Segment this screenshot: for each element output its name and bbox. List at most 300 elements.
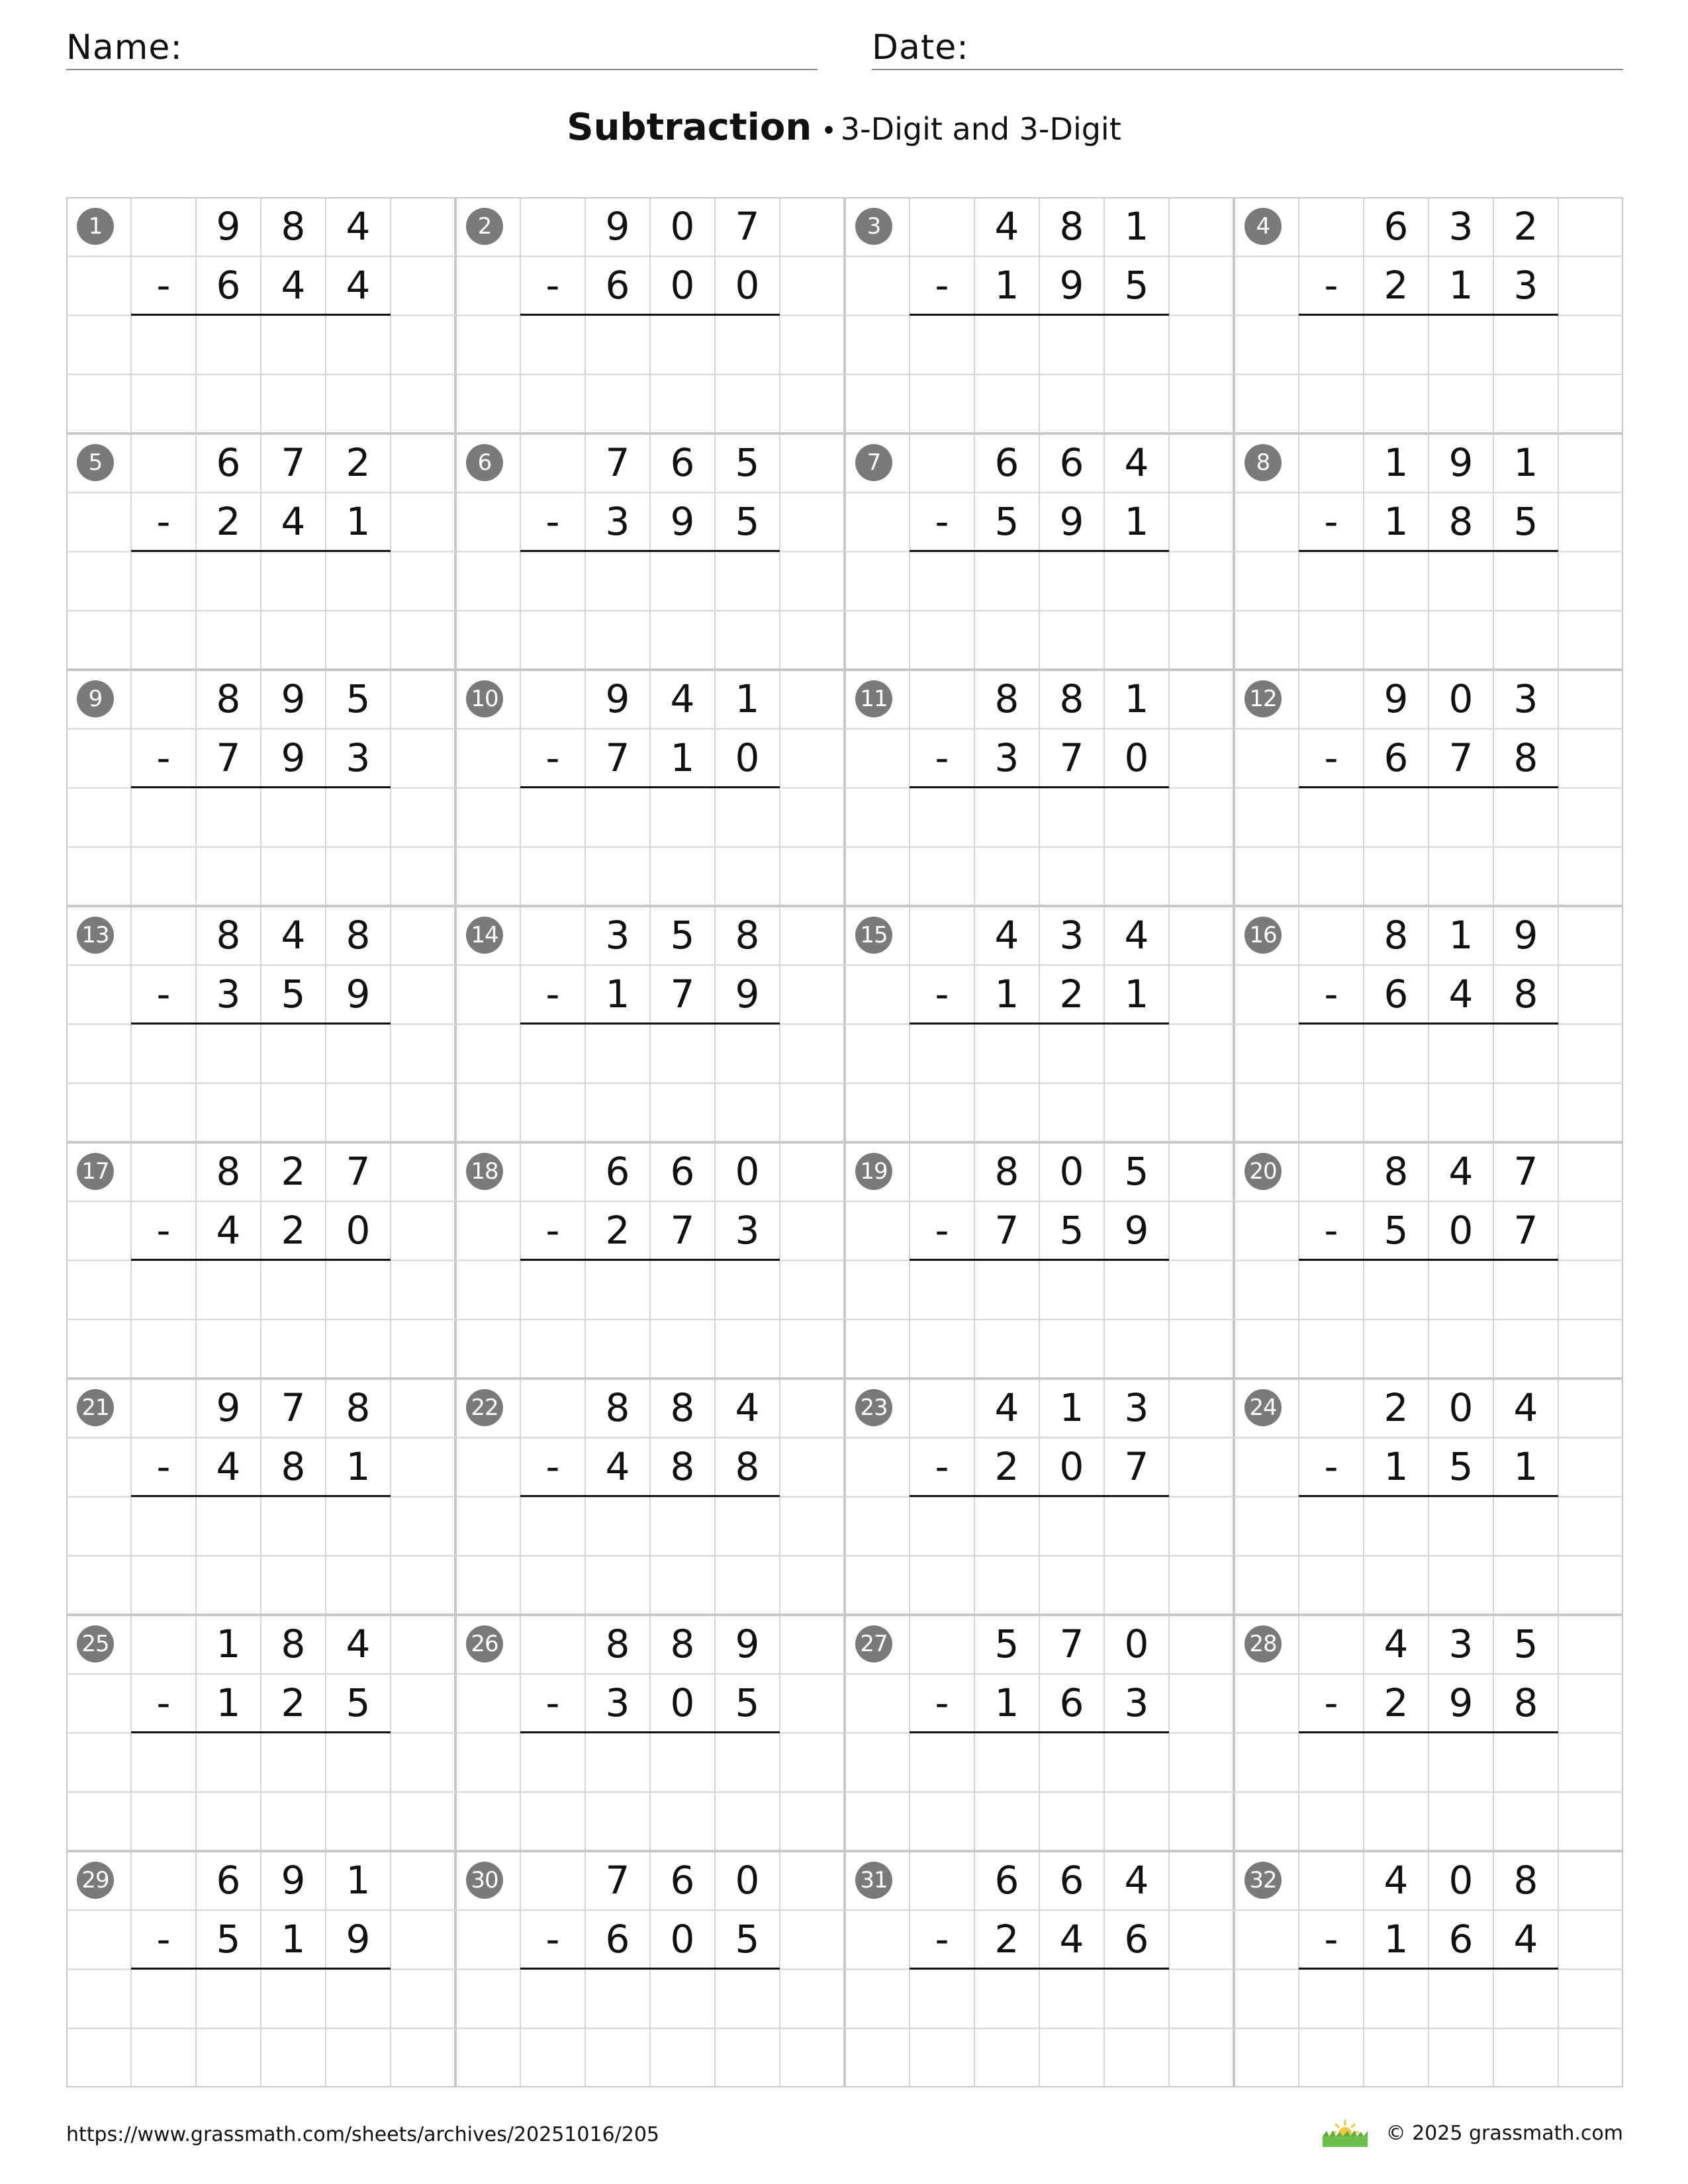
subtrahend-digit: 0 bbox=[346, 1208, 371, 1253]
minuend-digit: 6 bbox=[994, 1858, 1019, 1903]
answer-cell[interactable] bbox=[1493, 1498, 1558, 1557]
minuend-digit: 8 bbox=[281, 204, 306, 249]
footer-brand bbox=[1321, 2118, 1623, 2148]
minus-sign: - bbox=[1324, 263, 1338, 308]
problem-number-badge: 26 bbox=[466, 1625, 503, 1662]
answer-cell[interactable] bbox=[1364, 1026, 1429, 1085]
subtrahend-digit: 5 bbox=[346, 1680, 371, 1726]
problem-19 bbox=[845, 1142, 1234, 1379]
answer-line bbox=[131, 1495, 391, 1497]
answer-cell[interactable] bbox=[974, 317, 1039, 376]
answer-cell[interactable] bbox=[196, 553, 261, 612]
problem-number-badge: 6 bbox=[466, 444, 503, 481]
subtrahend-digit: 5 bbox=[1124, 263, 1149, 308]
answer-line bbox=[1299, 1731, 1558, 1733]
minuend-digit: 1 bbox=[1383, 440, 1409, 485]
answer-cell[interactable] bbox=[1364, 1498, 1429, 1557]
subtrahend-digit: 8 bbox=[1513, 1680, 1538, 1726]
answer-cell[interactable] bbox=[650, 1026, 715, 1085]
subtrahend-digit: 5 bbox=[735, 1680, 760, 1726]
subtrahend-digit: 5 bbox=[1059, 1208, 1084, 1253]
answer-cell[interactable] bbox=[974, 1026, 1039, 1085]
minuend-digit: 9 bbox=[216, 1385, 241, 1430]
answer-cell[interactable] bbox=[1364, 317, 1429, 376]
answer-cell[interactable] bbox=[1104, 1498, 1169, 1557]
answer-cell[interactable] bbox=[1364, 553, 1429, 612]
minuend-digit: 7 bbox=[1513, 1149, 1538, 1194]
answer-cell[interactable] bbox=[1104, 1735, 1169, 1794]
answer-cell[interactable] bbox=[196, 1735, 261, 1794]
subtrahend-digit: 3 bbox=[1513, 263, 1538, 308]
minuend-digit: 4 bbox=[1448, 1149, 1474, 1194]
answer-cell[interactable] bbox=[1104, 1026, 1169, 1085]
problem-number-badge: 15 bbox=[855, 917, 892, 954]
minus-sign: - bbox=[545, 1680, 560, 1726]
subtrahend-digit: 3 bbox=[994, 735, 1019, 781]
answer-cell[interactable] bbox=[326, 1026, 391, 1085]
minus-sign: - bbox=[545, 1208, 560, 1253]
subtrahend-digit: 9 bbox=[1124, 1208, 1149, 1253]
minuend-digit: 8 bbox=[605, 1385, 630, 1430]
answer-cell[interactable] bbox=[650, 553, 715, 612]
minuend-digit: 9 bbox=[605, 676, 630, 721]
subtrahend-digit: 1 bbox=[1383, 1917, 1409, 1962]
subtrahend-digit: 5 bbox=[1513, 499, 1538, 545]
answer-cell[interactable] bbox=[1429, 317, 1493, 376]
answer-cell[interactable] bbox=[1039, 1498, 1104, 1557]
problem-number-badge: 7 bbox=[855, 444, 892, 481]
problem-24 bbox=[1234, 1379, 1623, 1615]
answer-cell[interactable] bbox=[715, 1971, 780, 2030]
subtrahend-digit: 1 bbox=[994, 263, 1019, 308]
minuend-digit: 8 bbox=[1059, 676, 1084, 721]
minuend-digit: 4 bbox=[346, 204, 371, 249]
answer-line bbox=[1299, 1495, 1558, 1497]
answer-line bbox=[1299, 314, 1558, 316]
subtrahend-digit: 2 bbox=[1383, 1680, 1409, 1726]
problem-number-badge: 17 bbox=[77, 1153, 114, 1190]
minuend-digit: 6 bbox=[994, 440, 1019, 485]
subtrahend-digit: 1 bbox=[994, 972, 1019, 1017]
problem-1 bbox=[66, 197, 455, 433]
minus-sign: - bbox=[545, 735, 560, 781]
minuend-digit: 3 bbox=[1124, 1385, 1149, 1430]
minus-sign: - bbox=[1324, 499, 1338, 545]
minus-sign: - bbox=[1324, 1680, 1338, 1726]
problem-14 bbox=[455, 906, 845, 1142]
minuend-digit: 6 bbox=[216, 1858, 241, 1903]
minus-sign: - bbox=[156, 972, 171, 1017]
problem-number-badge: 29 bbox=[77, 1862, 114, 1899]
problem-number-badge: 31 bbox=[855, 1862, 892, 1899]
answer-cell[interactable] bbox=[974, 1971, 1039, 2030]
answer-cell[interactable] bbox=[650, 1971, 715, 2030]
minuend-digit: 0 bbox=[1448, 1858, 1474, 1903]
answer-cell[interactable] bbox=[1364, 1971, 1429, 2030]
subtrahend-digit: 9 bbox=[1448, 1680, 1474, 1726]
minuend-digit: 7 bbox=[346, 1149, 371, 1194]
answer-cell[interactable] bbox=[650, 1498, 715, 1557]
subtrahend-digit: 1 bbox=[216, 1680, 241, 1726]
minuend-digit: 8 bbox=[735, 913, 760, 958]
minuend-digit: 5 bbox=[1513, 1621, 1538, 1666]
minuend-digit: 9 bbox=[605, 204, 630, 249]
minuend-digit: 8 bbox=[346, 913, 371, 958]
answer-cell[interactable] bbox=[326, 1262, 391, 1321]
answer-cell[interactable] bbox=[1429, 1026, 1493, 1085]
worksheet-title bbox=[0, 106, 1688, 149]
problem-5 bbox=[66, 433, 455, 670]
answer-cell[interactable] bbox=[1429, 1262, 1493, 1321]
minuend-digit: 6 bbox=[605, 1149, 630, 1194]
answer-cell[interactable] bbox=[1039, 790, 1104, 848]
minus-sign: - bbox=[156, 1444, 171, 1490]
minuend-digit: 1 bbox=[1059, 1385, 1084, 1430]
minuend-digit: 2 bbox=[346, 440, 371, 485]
minus-sign: - bbox=[545, 1917, 560, 1962]
answer-cell[interactable] bbox=[196, 790, 261, 848]
answer-cell[interactable] bbox=[1429, 1971, 1493, 2030]
minuend-digit: 9 bbox=[216, 204, 241, 249]
problem-29 bbox=[66, 1851, 455, 2087]
minuend-digit: 3 bbox=[1448, 1621, 1474, 1666]
subtrahend-digit: 1 bbox=[1513, 1444, 1538, 1490]
answer-cell[interactable] bbox=[715, 790, 780, 848]
answer-cell[interactable] bbox=[326, 1735, 391, 1794]
problem-4 bbox=[1234, 197, 1623, 433]
answer-cell[interactable] bbox=[1364, 790, 1429, 848]
minuend-digit: 6 bbox=[1059, 440, 1084, 485]
problem-number-badge: 30 bbox=[466, 1862, 503, 1899]
answer-line bbox=[910, 314, 1169, 316]
answer-cell[interactable] bbox=[196, 317, 261, 376]
name-field[interactable] bbox=[66, 25, 818, 70]
minuend-digit: 0 bbox=[1059, 1149, 1084, 1194]
minuend-digit: 5 bbox=[735, 440, 760, 485]
minuend-digit: 3 bbox=[1448, 204, 1474, 249]
subtrahend-digit: 8 bbox=[735, 1444, 760, 1490]
subtrahend-digit: 6 bbox=[1448, 1917, 1474, 1962]
subtrahend-digit: 2 bbox=[216, 499, 241, 545]
minus-sign: - bbox=[156, 1917, 171, 1962]
answer-cell[interactable] bbox=[1364, 1735, 1429, 1794]
minuend-digit: 0 bbox=[1124, 1621, 1149, 1666]
subtrahend-digit: 8 bbox=[1448, 499, 1474, 545]
problem-23 bbox=[845, 1379, 1234, 1615]
answer-cell[interactable] bbox=[196, 1026, 261, 1085]
answer-cell[interactable] bbox=[585, 1971, 650, 2030]
answer-cell[interactable] bbox=[326, 317, 391, 376]
answer-cell[interactable] bbox=[585, 1262, 650, 1321]
minus-sign: - bbox=[935, 1917, 949, 1962]
answer-cell[interactable] bbox=[1429, 1735, 1493, 1794]
date-field[interactable] bbox=[872, 25, 1623, 70]
minus-sign: - bbox=[1324, 1444, 1338, 1490]
minus-sign: - bbox=[935, 1680, 949, 1726]
subtrahend-digit: 9 bbox=[735, 972, 760, 1017]
minuend-digit: 4 bbox=[346, 1621, 371, 1666]
problem-13 bbox=[66, 906, 455, 1142]
answer-cell[interactable] bbox=[715, 317, 780, 376]
minuend-digit: 6 bbox=[1059, 1858, 1084, 1903]
answer-cell[interactable] bbox=[261, 790, 326, 848]
minuend-digit: 6 bbox=[1383, 204, 1409, 249]
minus-sign: - bbox=[1324, 1917, 1338, 1962]
minuend-digit: 8 bbox=[1383, 1149, 1409, 1194]
answer-cell[interactable] bbox=[1104, 553, 1169, 612]
problem-number-badge: 1 bbox=[77, 208, 114, 245]
answer-cell[interactable] bbox=[585, 317, 650, 376]
answer-cell[interactable] bbox=[715, 1735, 780, 1794]
minuend-digit: 0 bbox=[1448, 1385, 1474, 1430]
minus-sign: - bbox=[545, 1444, 560, 1490]
answer-cell[interactable] bbox=[585, 553, 650, 612]
subtrahend-digit: 7 bbox=[994, 1208, 1019, 1253]
answer-line bbox=[520, 1731, 780, 1733]
answer-cell[interactable] bbox=[974, 790, 1039, 848]
answer-cell[interactable] bbox=[326, 790, 391, 848]
minuend-digit: 4 bbox=[281, 913, 306, 958]
answer-line bbox=[1299, 1968, 1558, 1970]
subtrahend-digit: 6 bbox=[1383, 735, 1409, 781]
answer-cell[interactable] bbox=[1493, 1262, 1558, 1321]
answer-cell[interactable] bbox=[196, 1498, 261, 1557]
answer-cell[interactable] bbox=[1493, 1971, 1558, 2030]
answer-cell[interactable] bbox=[261, 317, 326, 376]
minus-sign: - bbox=[1324, 735, 1338, 781]
problem-17 bbox=[66, 1142, 455, 1379]
answer-cell[interactable] bbox=[261, 1026, 326, 1085]
subtrahend-digit: 3 bbox=[605, 1680, 630, 1726]
date-label: Date: bbox=[872, 28, 969, 68]
answer-cell[interactable] bbox=[1429, 1498, 1493, 1557]
answer-cell[interactable] bbox=[715, 1026, 780, 1085]
problem-21 bbox=[66, 1379, 455, 1615]
minuend-digit: 1 bbox=[1448, 913, 1474, 958]
problem-number-badge: 2 bbox=[466, 208, 503, 245]
problem-number-badge: 10 bbox=[466, 680, 503, 717]
answer-cell[interactable] bbox=[974, 553, 1039, 612]
subtrahend-digit: 2 bbox=[1059, 972, 1084, 1017]
minuend-digit: 1 bbox=[1513, 440, 1538, 485]
subtrahend-digit: 4 bbox=[281, 263, 306, 308]
answer-cell[interactable] bbox=[1039, 317, 1104, 376]
answer-cell[interactable] bbox=[261, 1971, 326, 2030]
subtrahend-digit: 4 bbox=[1059, 1917, 1084, 1962]
minuend-digit: 4 bbox=[670, 676, 695, 721]
problem-number-badge: 11 bbox=[855, 680, 892, 717]
subtrahend-digit: 6 bbox=[1124, 1917, 1149, 1962]
subtrahend-digit: 4 bbox=[605, 1444, 630, 1490]
answer-cell[interactable] bbox=[1039, 1262, 1104, 1321]
problem-20 bbox=[1234, 1142, 1623, 1379]
answer-cell[interactable] bbox=[1364, 1262, 1429, 1321]
answer-cell[interactable] bbox=[261, 1498, 326, 1557]
answer-cell[interactable] bbox=[1039, 1735, 1104, 1794]
answer-line bbox=[910, 1495, 1169, 1497]
answer-cell[interactable] bbox=[1104, 1971, 1169, 2030]
answer-cell[interactable] bbox=[1104, 1262, 1169, 1321]
problem-number-badge: 18 bbox=[466, 1153, 503, 1190]
answer-cell[interactable] bbox=[261, 1262, 326, 1321]
minuend-digit: 8 bbox=[281, 1621, 306, 1666]
subtrahend-digit: 5 bbox=[216, 1917, 241, 1962]
minuend-digit: 4 bbox=[1383, 1858, 1409, 1903]
subtrahend-digit: 2 bbox=[994, 1917, 1019, 1962]
answer-line bbox=[910, 1968, 1169, 1970]
minus-sign: - bbox=[156, 1680, 171, 1726]
answer-cell[interactable] bbox=[715, 553, 780, 612]
minuend-digit: 8 bbox=[994, 1149, 1019, 1194]
answer-cell[interactable] bbox=[1493, 317, 1558, 376]
minuend-digit: 8 bbox=[216, 676, 241, 721]
problem-30 bbox=[455, 1851, 845, 2087]
minuend-digit: 7 bbox=[281, 440, 306, 485]
answer-cell[interactable] bbox=[196, 1262, 261, 1321]
answer-line bbox=[131, 1968, 391, 1970]
answer-cell[interactable] bbox=[1493, 790, 1558, 848]
answer-cell[interactable] bbox=[974, 1498, 1039, 1557]
problem-number-badge: 16 bbox=[1244, 917, 1282, 954]
subtrahend-digit: 1 bbox=[994, 1680, 1019, 1726]
problem-26 bbox=[455, 1615, 845, 1851]
subtrahend-digit: 9 bbox=[1059, 263, 1084, 308]
subtrahend-digit: 0 bbox=[735, 735, 760, 781]
subtrahend-digit: 7 bbox=[670, 1208, 695, 1253]
minus-sign: - bbox=[545, 499, 560, 545]
subtrahend-digit: 2 bbox=[605, 1208, 630, 1253]
subtrahend-digit: 9 bbox=[346, 1917, 371, 1962]
problem-12 bbox=[1234, 670, 1623, 906]
subtrahend-digit: 7 bbox=[670, 972, 695, 1017]
answer-cell[interactable] bbox=[974, 1735, 1039, 1794]
grass-sun-logo-icon bbox=[1321, 2118, 1369, 2148]
minus-sign: - bbox=[1324, 1208, 1338, 1253]
answer-cell[interactable] bbox=[585, 790, 650, 848]
subtrahend-digit: 1 bbox=[670, 735, 695, 781]
answer-line bbox=[131, 550, 391, 552]
answer-cell[interactable] bbox=[261, 1735, 326, 1794]
answer-line bbox=[1299, 1023, 1558, 1024]
answer-line bbox=[910, 1731, 1169, 1733]
answer-cell[interactable] bbox=[261, 553, 326, 612]
minus-sign: - bbox=[1324, 972, 1338, 1017]
minuend-digit: 8 bbox=[670, 1385, 695, 1430]
problem-15 bbox=[845, 906, 1234, 1142]
answer-cell[interactable] bbox=[650, 1262, 715, 1321]
problem-number-badge: 28 bbox=[1244, 1625, 1282, 1662]
answer-cell[interactable] bbox=[715, 1262, 780, 1321]
problem-number-badge: 22 bbox=[466, 1389, 503, 1426]
minus-sign: - bbox=[935, 263, 949, 308]
minuend-digit: 1 bbox=[216, 1621, 241, 1666]
answer-cell[interactable] bbox=[1039, 553, 1104, 612]
answer-cell[interactable] bbox=[1493, 1026, 1558, 1085]
subtrahend-digit: 8 bbox=[281, 1444, 306, 1490]
subtrahend-digit: 2 bbox=[281, 1208, 306, 1253]
minuend-digit: 8 bbox=[346, 1385, 371, 1430]
answer-cell[interactable] bbox=[1039, 1026, 1104, 1085]
subtrahend-digit: 5 bbox=[281, 972, 306, 1017]
minuend-digit: 9 bbox=[281, 676, 306, 721]
problem-number-badge: 9 bbox=[77, 680, 114, 717]
answer-line bbox=[520, 314, 780, 316]
answer-cell[interactable] bbox=[585, 1735, 650, 1794]
answer-cell[interactable] bbox=[1104, 317, 1169, 376]
minuend-digit: 0 bbox=[735, 1149, 760, 1194]
minus-sign: - bbox=[935, 1444, 949, 1490]
answer-line bbox=[520, 1023, 780, 1024]
subtrahend-digit: 9 bbox=[281, 735, 306, 781]
answer-cell[interactable] bbox=[650, 317, 715, 376]
footer-copyright: © 2025 grassmath.com bbox=[1385, 2121, 1623, 2145]
problem-number-badge: 8 bbox=[1244, 444, 1282, 481]
answer-line bbox=[131, 1023, 391, 1024]
subtrahend-digit: 5 bbox=[735, 1917, 760, 1962]
minuend-digit: 4 bbox=[994, 913, 1019, 958]
answer-cell[interactable] bbox=[1493, 553, 1558, 612]
subtrahend-digit: 5 bbox=[1448, 1444, 1474, 1490]
problem-9 bbox=[66, 670, 455, 906]
minus-sign: - bbox=[156, 735, 171, 781]
answer-cell[interactable] bbox=[196, 1971, 261, 2030]
problem-22 bbox=[455, 1379, 845, 1615]
minus-sign: - bbox=[935, 972, 949, 1017]
answer-cell[interactable] bbox=[326, 1498, 391, 1557]
answer-cell[interactable] bbox=[1429, 553, 1493, 612]
answer-cell[interactable] bbox=[585, 1498, 650, 1557]
minuend-digit: 6 bbox=[670, 1858, 695, 1903]
minuend-digit: 9 bbox=[1383, 676, 1409, 721]
answer-line bbox=[520, 786, 780, 788]
subtrahend-digit: 4 bbox=[1513, 1917, 1538, 1962]
minuend-digit: 6 bbox=[670, 1149, 695, 1194]
answer-cell[interactable] bbox=[1039, 1971, 1104, 2030]
subtrahend-digit: 1 bbox=[346, 499, 371, 545]
subtrahend-digit: 0 bbox=[670, 1917, 695, 1962]
answer-cell[interactable] bbox=[974, 1262, 1039, 1321]
minuend-digit: 1 bbox=[1124, 204, 1149, 249]
subtrahend-digit: 7 bbox=[1448, 735, 1474, 781]
problem-number-badge: 25 bbox=[77, 1625, 114, 1662]
subtrahend-digit: 6 bbox=[1059, 1680, 1084, 1726]
minuend-digit: 5 bbox=[346, 676, 371, 721]
answer-cell[interactable] bbox=[1493, 1735, 1558, 1794]
problem-number-badge: 27 bbox=[855, 1625, 892, 1662]
problem-number-badge: 3 bbox=[855, 208, 892, 245]
subtrahend-digit: 9 bbox=[1059, 499, 1084, 545]
subtrahend-digit: 7 bbox=[605, 735, 630, 781]
minus-sign: - bbox=[545, 263, 560, 308]
answer-line bbox=[910, 1023, 1169, 1024]
answer-cell[interactable] bbox=[1104, 790, 1169, 848]
minuend-digit: 1 bbox=[735, 676, 760, 721]
answer-cell[interactable] bbox=[326, 1971, 391, 2030]
minuend-digit: 4 bbox=[1383, 1621, 1409, 1666]
minus-sign: - bbox=[156, 263, 171, 308]
answer-cell[interactable] bbox=[715, 1498, 780, 1557]
answer-cell[interactable] bbox=[1429, 790, 1493, 848]
minuend-digit: 7 bbox=[605, 440, 630, 485]
subtrahend-digit: 1 bbox=[281, 1917, 306, 1962]
answer-cell[interactable] bbox=[650, 1735, 715, 1794]
answer-cell[interactable] bbox=[650, 790, 715, 848]
minus-sign: - bbox=[545, 972, 560, 1017]
answer-line bbox=[520, 1259, 780, 1261]
answer-cell[interactable] bbox=[585, 1026, 650, 1085]
minuend-digit: 2 bbox=[1383, 1385, 1409, 1430]
answer-cell[interactable] bbox=[326, 553, 391, 612]
